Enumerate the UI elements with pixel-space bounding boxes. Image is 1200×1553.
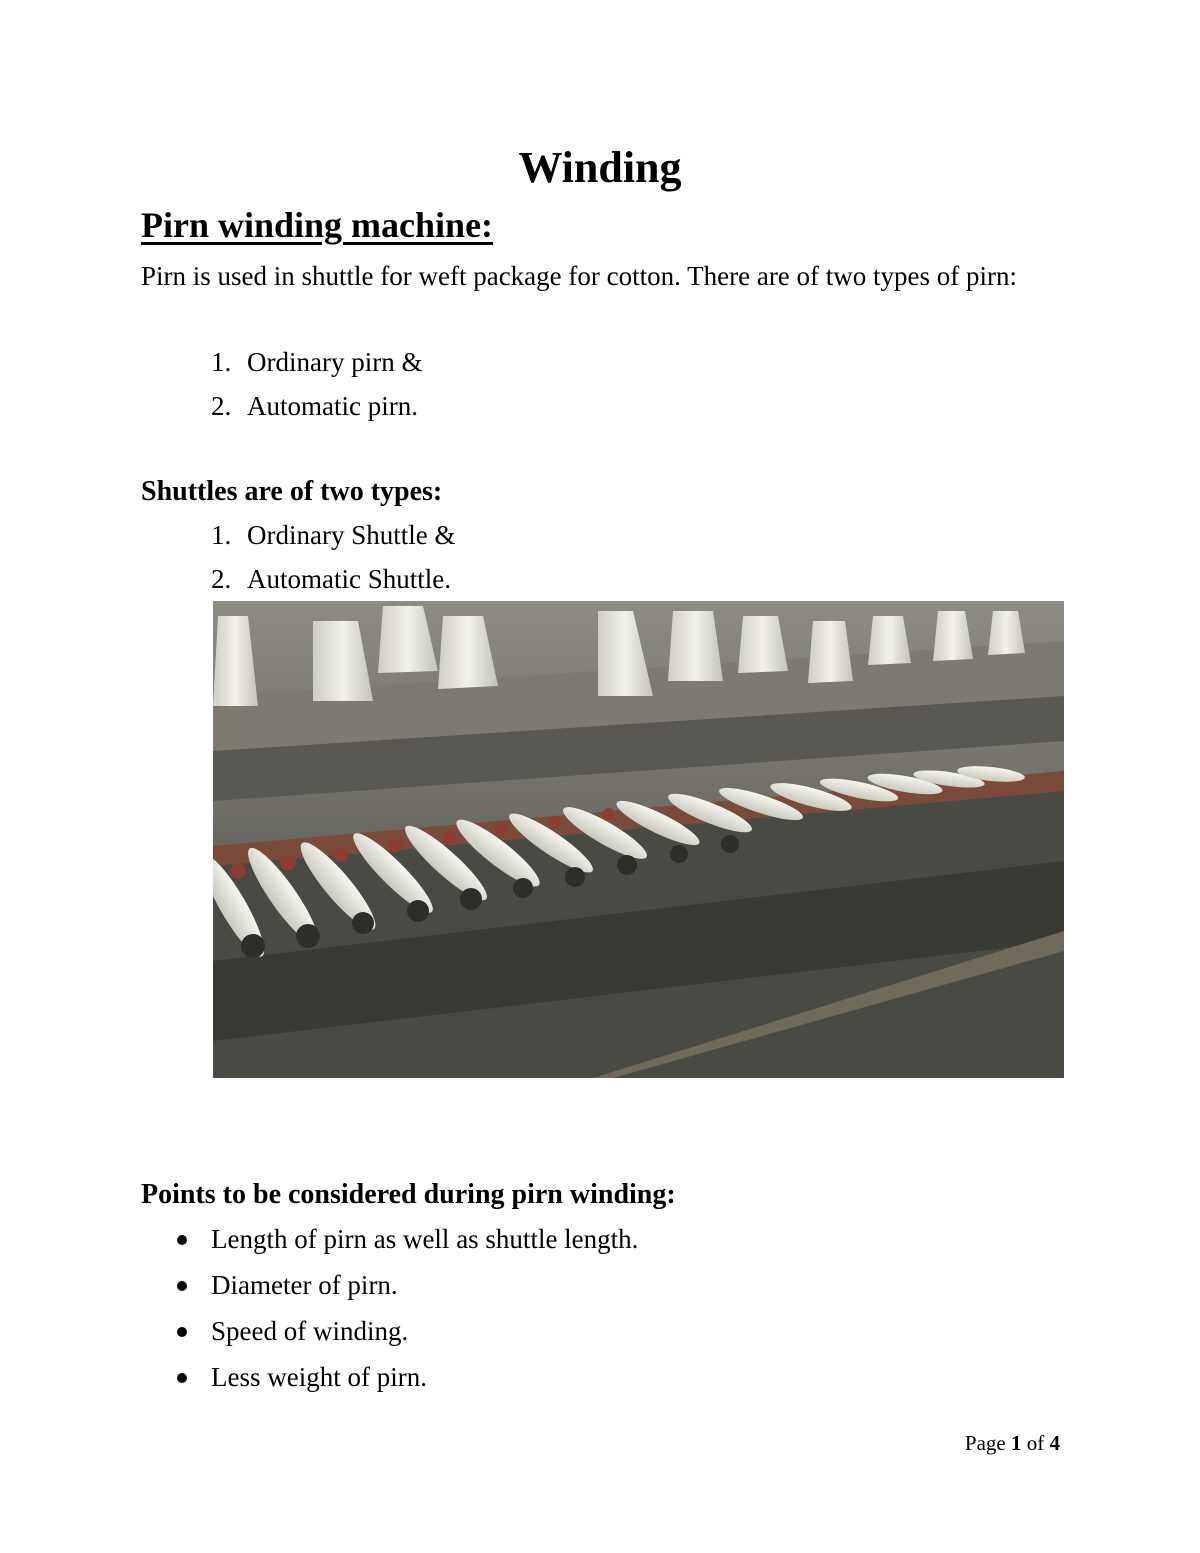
page-word: Page: [964, 1431, 1006, 1455]
page-total: 4: [1049, 1431, 1060, 1455]
bullet-icon: [177, 1235, 187, 1245]
list-item: [141, 1354, 638, 1400]
points-heading: Points to be considered during pirn winding:: [141, 1179, 676, 1210]
list-item: [141, 1308, 638, 1354]
list-item: [141, 340, 422, 384]
list-item-text: Automatic pirn.: [247, 391, 418, 421]
shuttle-types-list: [141, 513, 455, 601]
points-list: [141, 1216, 638, 1400]
list-number: 2.: [211, 564, 232, 594]
bullet-icon: [177, 1373, 187, 1383]
list-item: [141, 384, 422, 428]
list-item: [141, 513, 455, 557]
list-number: 1.: [211, 520, 232, 550]
list-item-text: Automatic Shuttle.: [247, 564, 451, 594]
list-item: [141, 1262, 638, 1308]
list-number: 2.: [211, 391, 232, 421]
list-item-text: Length of pirn as well as shuttle length.: [211, 1224, 639, 1254]
machine-photo: [213, 601, 1064, 1078]
machine-photo-illustration: [213, 601, 1064, 1078]
page-current: 1: [1011, 1431, 1022, 1455]
list-item: [141, 1216, 638, 1262]
list-item-text: Less weight of pirn.: [211, 1362, 427, 1392]
list-number: 1.: [211, 347, 232, 377]
list-item-text: Diameter of pirn.: [211, 1270, 398, 1300]
pirn-types-list: [141, 340, 422, 428]
list-item: [141, 557, 455, 601]
list-item-text: Speed of winding.: [211, 1316, 409, 1346]
bullet-icon: [177, 1327, 187, 1337]
bullet-icon: [177, 1281, 187, 1291]
list-item-text: Ordinary pirn &: [247, 347, 423, 377]
list-item-text: Ordinary Shuttle &: [247, 520, 456, 550]
shuttles-heading: Shuttles are of two types:: [141, 476, 443, 507]
page-footer: [965, 1428, 1060, 1458]
of-word: of: [1026, 1431, 1045, 1455]
intro-paragraph: Pirn is used in shuttle for weft package for cotton. There are of two types of pirn:: [141, 261, 1018, 291]
section-heading: Pirn winding machine:: [141, 205, 494, 245]
page-title: Winding: [518, 143, 682, 192]
